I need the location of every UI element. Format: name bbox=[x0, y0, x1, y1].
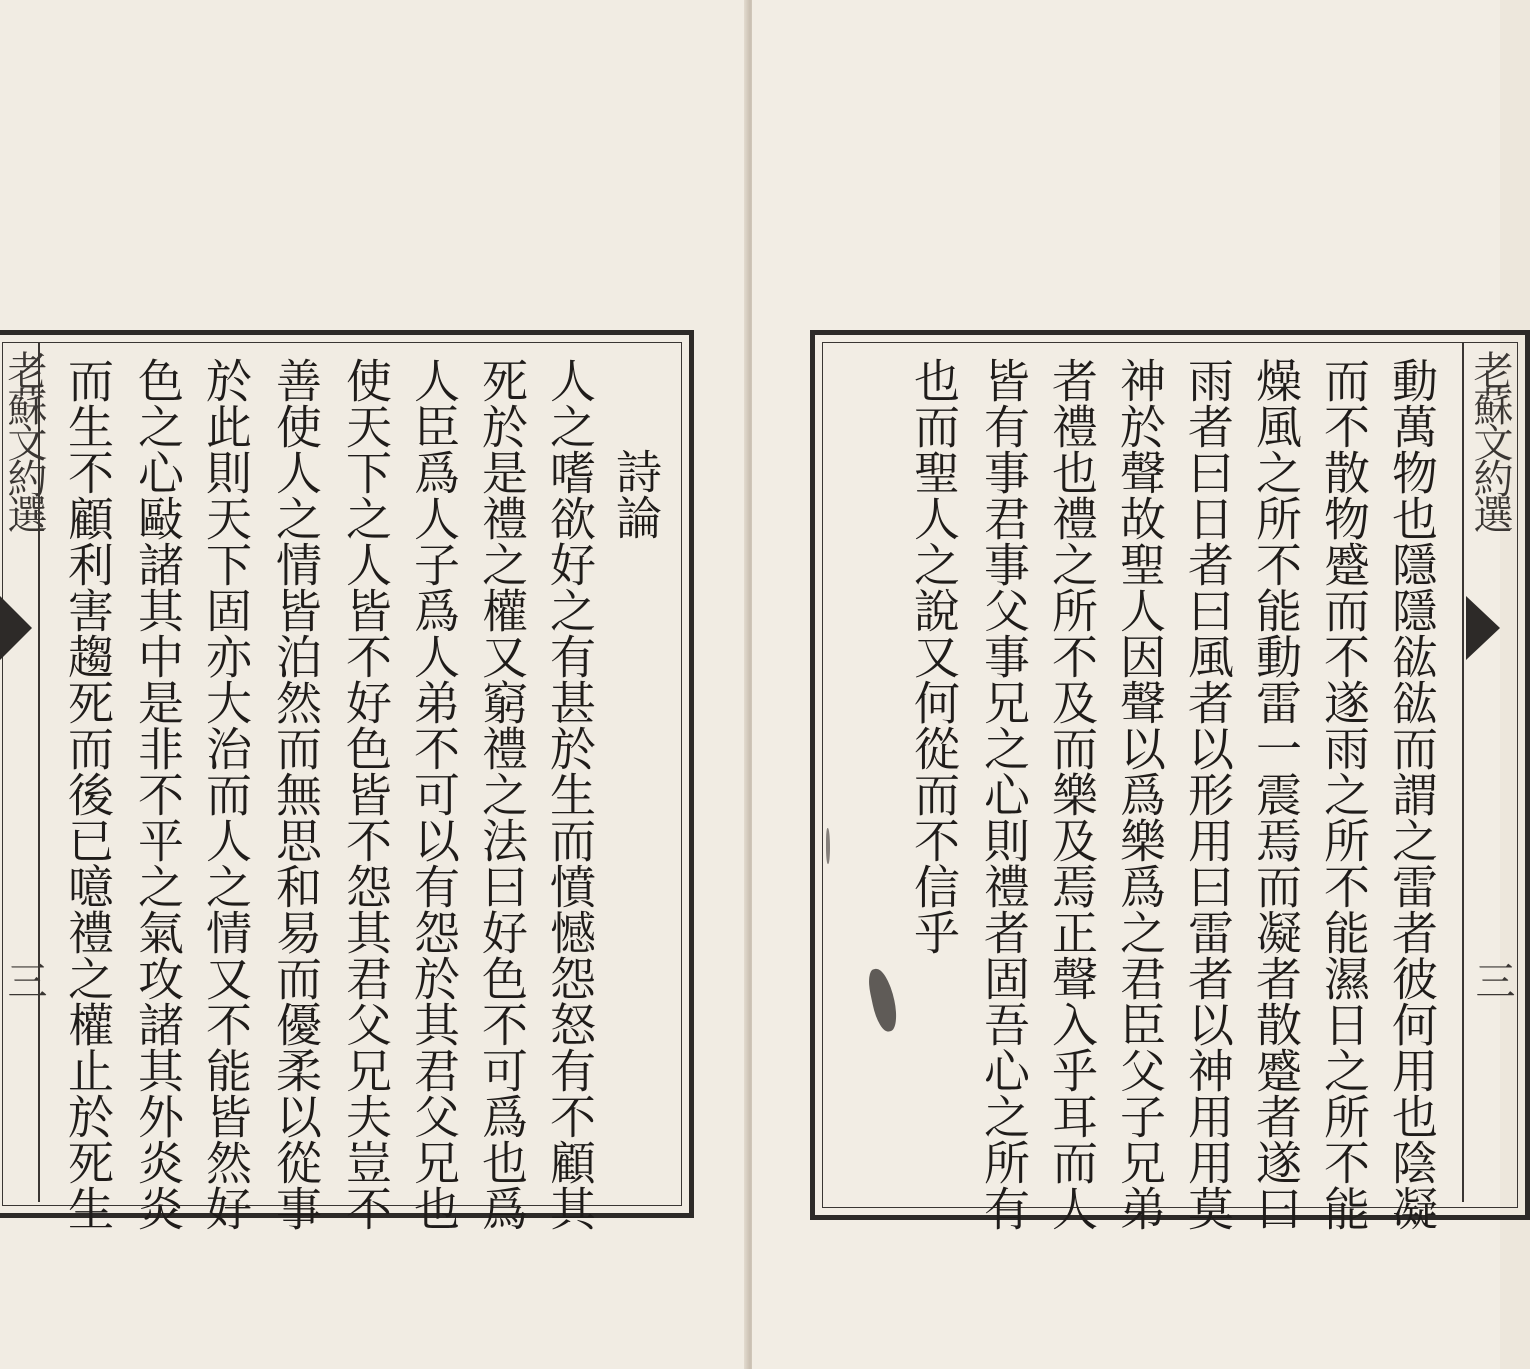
right-text-column-2: 而不散物蹙而不遂雨之所不能濕日之所不能 bbox=[1317, 357, 1371, 1231]
right-text-column-1: 動萬物也隱隱谹谹而謂之雷者彼何用也陰凝 bbox=[1385, 357, 1439, 1231]
right-leaf bbox=[752, 0, 1515, 1369]
right-text-column-5: 神於聲故聖人因聲以爲樂爲之君臣父子兄弟 bbox=[1113, 357, 1167, 1231]
left-text-column-7: 色之心敺諸其中是非不平之氣攻諸其外炎炎 bbox=[131, 357, 185, 1231]
right-fish-tail-mark bbox=[1466, 596, 1500, 660]
left-text-column-2: 死於是禮之權又窮禮之法曰好色不可爲也爲 bbox=[475, 357, 529, 1231]
left-text-column-5: 善使人之情皆泊然而無思和易而優柔以從事 bbox=[269, 357, 323, 1231]
left-folio-number: 三 bbox=[1, 960, 47, 1000]
left-margin-title: 老蘇文約選 bbox=[1, 350, 47, 530]
right-text-column-7: 皆有事君事父事兄之心則禮者固吾心之所有 bbox=[977, 357, 1031, 1231]
left-text-column-4: 使天下之人皆不好色皆不怨其君父兄夫豈不 bbox=[339, 357, 393, 1231]
essay-title: 詩論 bbox=[609, 448, 663, 540]
left-text-column-1: 人之嗜欲好之有甚於生而憤憾怨怒有不顧其 bbox=[543, 357, 597, 1231]
right-margin-title: 老蘇文約選 bbox=[1467, 350, 1513, 530]
ink-speck-mark bbox=[826, 828, 830, 864]
right-folio-number: 三 bbox=[1469, 960, 1515, 1000]
right-text-column-6: 者禮也禮之所不及而樂及焉正聲入乎耳而人 bbox=[1045, 357, 1099, 1231]
right-text-column-8: 也而聖人之說又何從而不信乎 bbox=[907, 357, 961, 955]
right-text-column-3: 燥風之所不能動雷一震焉而凝者散蹙者遂曰 bbox=[1249, 357, 1303, 1231]
left-text-column-8: 而生不顧利害趨死而後已噫禮之權止於死生 bbox=[61, 357, 115, 1231]
left-text-column-3: 人臣爲人子爲人弟不可以有怨於其君父兄也 bbox=[407, 357, 461, 1231]
right-text-column-4: 雨者曰日者曰風者以形用曰雷者以神用用莫 bbox=[1181, 357, 1235, 1231]
left-text-column-6: 於此則天下固亦大治而人之情又不能皆然好 bbox=[199, 357, 253, 1231]
